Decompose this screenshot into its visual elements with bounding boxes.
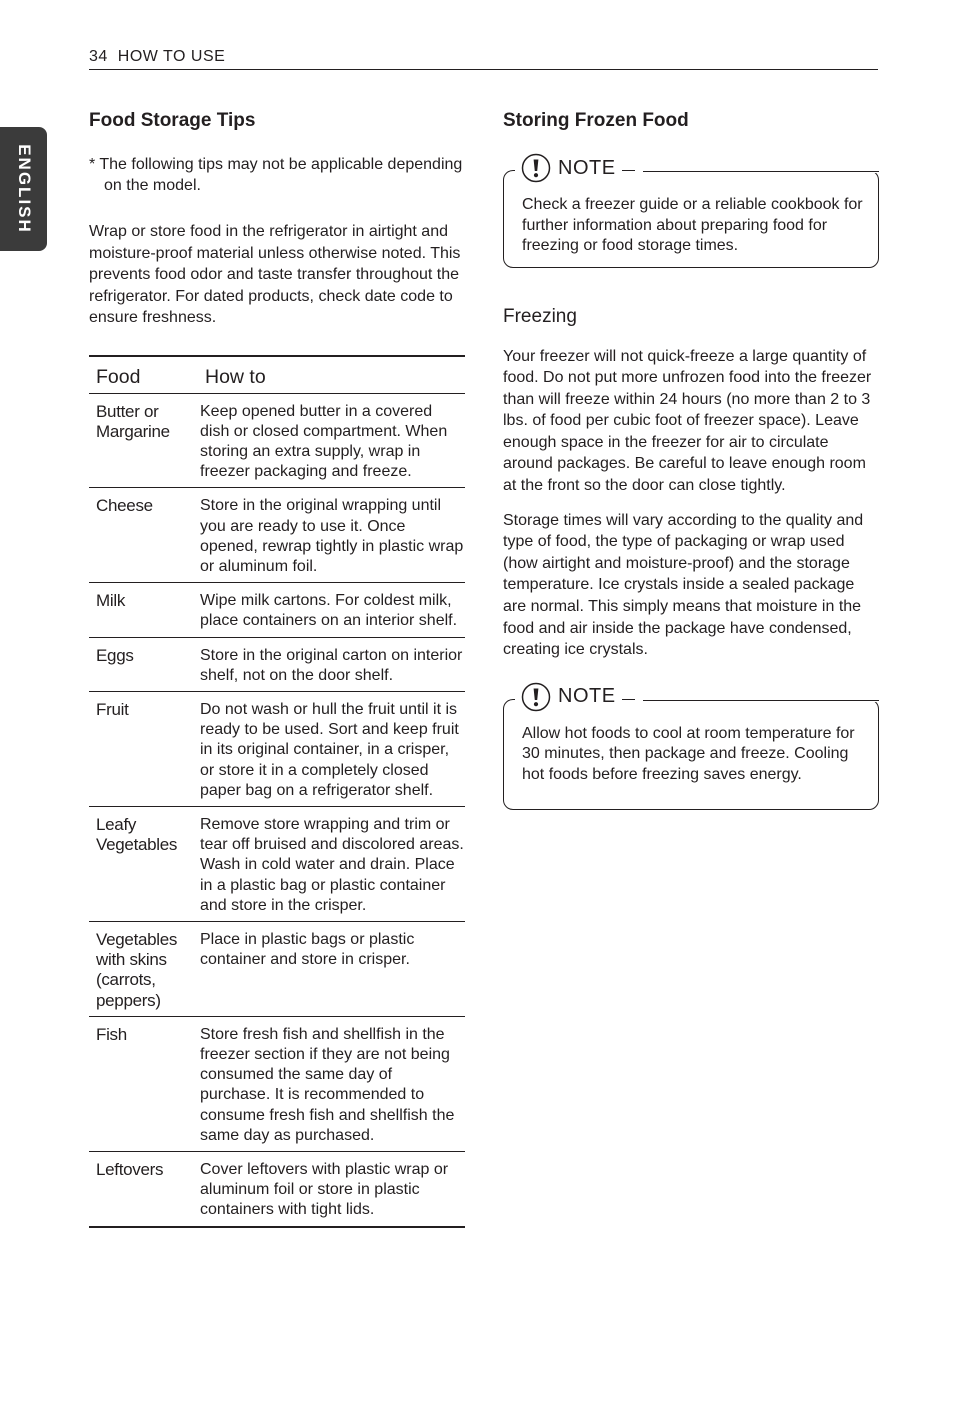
note-divider bbox=[643, 171, 879, 172]
food-cell: Leafy Vegetables bbox=[89, 806, 198, 921]
food-cell: Vegetables with skins (carrots, peppers) bbox=[89, 921, 198, 1016]
note-box-hot-foods bbox=[503, 685, 879, 811]
table-row bbox=[89, 637, 465, 691]
table-row bbox=[89, 806, 465, 921]
freezing-paragraph-2: Storage times will vary according to the quality and type of food, the type of packaging or wrap used (how airtight and moisture-proof) and the storage temperature. Ice crystals inside a sealed package are normal. This simply means that moisture in the food and air inside the package have condensed, creating ice crystals. bbox=[503, 511, 864, 659]
model-disclaimer: * The following tips may not be applicable depending on the model. bbox=[89, 156, 463, 194]
food-cell: Milk bbox=[89, 583, 198, 637]
left-column bbox=[89, 110, 465, 1228]
table-header-row bbox=[89, 356, 465, 394]
food-cell: Eggs bbox=[89, 637, 198, 691]
frozen-food-title: Storing Frozen Food bbox=[503, 110, 689, 131]
header-how-to: How to bbox=[198, 356, 465, 394]
page-header bbox=[89, 48, 878, 70]
how-to-cell: Wipe milk cartons. For coldest milk, place containers on an interior shelf. bbox=[198, 583, 465, 637]
food-cell: Fish bbox=[89, 1016, 198, 1151]
how-to-cell: Store in the original carton on interior shelf, not on the door shelf. bbox=[198, 637, 465, 691]
note-body: Allow hot foods to cool at room temperature for 30 minutes, then package and freeze. Cooling hot foods before freezing saves energy. bbox=[503, 699, 879, 811]
table-row bbox=[89, 488, 465, 583]
table-row bbox=[89, 1152, 465, 1227]
warning-icon bbox=[521, 153, 551, 183]
how-to-cell: Store fresh fish and shellfish in the freezer section if they are not being consumed the same day of purchase. It is recommended to consume fresh fish and shellfish the same day as purchased. bbox=[198, 1016, 465, 1151]
header-food: Food bbox=[89, 356, 198, 394]
note-label-text: NOTE bbox=[558, 156, 616, 179]
note-label bbox=[515, 153, 622, 183]
intro-paragraph: Wrap or store food in the refrigerator in airtight and moisture-proof material unless otherwise noted. This prevents food odor and taste transfer throughout the refrigerator. For dated products, check date code to ensure freshness. bbox=[89, 223, 461, 326]
food-cell: Fruit bbox=[89, 691, 198, 806]
food-cell: Cheese bbox=[89, 488, 198, 583]
section-title: HOW TO USE bbox=[117, 48, 226, 65]
language-tab bbox=[0, 127, 47, 251]
how-to-cell: Do not wash or hull the fruit until it is ready to be used. Sort and keep fruit in its original container, in a crisper, or store it in a completely closed paper bag on a refrigerator shelf. bbox=[198, 691, 465, 806]
warning-icon bbox=[521, 682, 551, 712]
table-row bbox=[89, 691, 465, 806]
table-row bbox=[89, 393, 465, 488]
how-to-cell: Place in plastic bags or plastic container and store in crisper. bbox=[198, 921, 465, 1016]
right-column bbox=[503, 110, 879, 810]
food-cell: Butter or Margarine bbox=[89, 393, 198, 488]
note-label bbox=[515, 682, 622, 712]
how-to-cell: Remove store wrapping and trim or tear off bruised and discolored areas. Wash in cold water and drain. Place in a plastic bag or plastic container and store in the crisper. bbox=[198, 806, 465, 921]
table-row bbox=[89, 583, 465, 637]
freezing-subtitle: Freezing bbox=[503, 305, 577, 327]
note-box-freezer-guide bbox=[503, 156, 879, 268]
food-storage-title: Food Storage Tips bbox=[89, 110, 256, 131]
freezing-paragraph-1: Your freezer will not quick-freeze a large quantity of food. Do not put more unfrozen food into the freezer than will freeze within 24 hours (no more than 2 to 3 lbs. of food per cubic foot of freezer space). Leave enough space in the freezer for air to circulate around packages. Be careful to leave enough room at the front so the door can close tightly. bbox=[503, 347, 872, 495]
note-divider bbox=[643, 700, 879, 701]
how-to-cell: Cover leftovers with plastic wrap or aluminum foil or store in plastic containers with tight lids. bbox=[200, 1161, 449, 1219]
table-row bbox=[89, 921, 465, 1016]
language-label: ENGLISH bbox=[14, 144, 34, 234]
page-number: 34 bbox=[89, 48, 108, 65]
note-body: Check a freezer guide or a reliable cookbook for further information about preparing food for freezing or food storage times. bbox=[503, 170, 879, 268]
note-label-text: NOTE bbox=[558, 685, 616, 708]
how-to-cell: Store in the original wrapping until you are ready to use it. Once opened, rewrap tightly in plastic wrap or aluminum foil. bbox=[198, 488, 465, 583]
food-cell: Leftovers bbox=[96, 1160, 164, 1179]
how-to-cell: Keep opened butter in a covered dish or closed compartment. When storing an extra supply, wrap in freezer packaging and freeze. bbox=[198, 393, 465, 488]
food-storage-table bbox=[89, 355, 465, 1228]
table-row bbox=[89, 1016, 465, 1151]
